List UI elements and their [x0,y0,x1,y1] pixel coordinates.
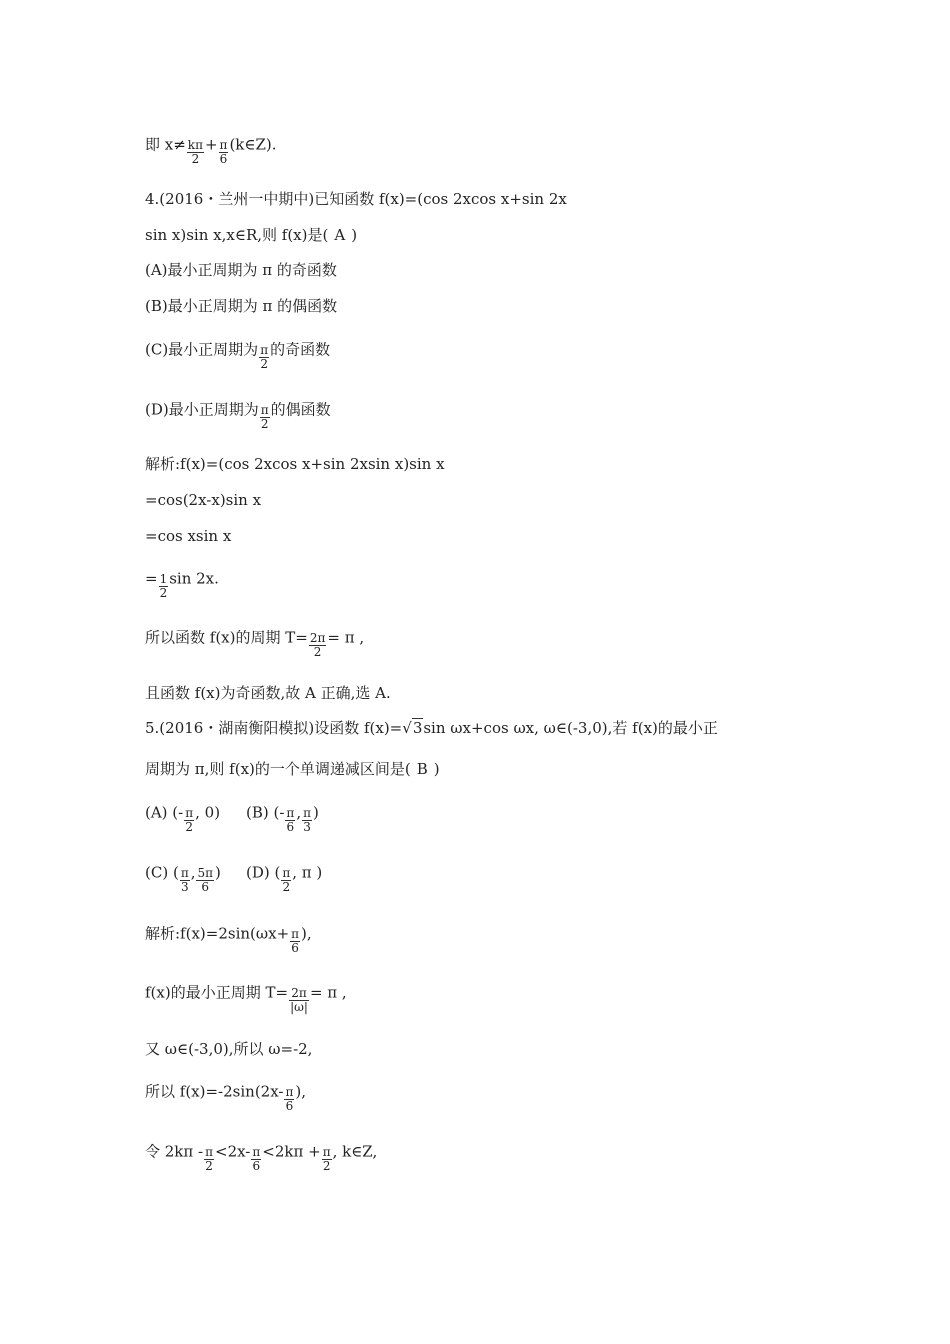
numerator: π [282,866,291,880]
question-5-option-d [246,860,323,894]
denominator: |ω| [290,1000,308,1014]
numerator: 5π [197,866,214,880]
denominator: 2 [322,1159,331,1173]
denominator: 6 [252,1159,261,1173]
text: + [204,135,218,154]
fraction [281,867,291,894]
text: (B) (- [246,803,285,822]
numerator: kπ [187,138,203,152]
text: 周期为 π,则 f(x)的一个单调递减区间是( [145,760,411,778]
denominator: 3 [303,820,311,834]
denominator: 2 [191,152,200,166]
fraction [302,807,312,834]
fraction [196,867,214,894]
text: ), [295,1082,306,1101]
text: 解析:f(x)=2sin(ωx+ [145,924,290,943]
fraction [219,139,229,166]
solution-5-line5 [145,1139,378,1173]
solution-4-line3: =cos xsin x [145,527,232,545]
fraction [251,1146,261,1173]
solution-5-line1 [145,921,312,955]
numerator: 2π [289,987,309,1001]
text: = π , [327,628,365,647]
question-5-option-a [145,800,221,834]
text: = [145,569,158,588]
fraction [260,404,270,431]
question-5-stem-line2 [145,759,440,779]
denominator: 6 [285,1099,294,1113]
square-root [402,718,423,738]
text: 所以 f(x)=-2sin(2x- [145,1082,284,1101]
text: sin ωx+cos ωx, ω∈(-3,0),若 f(x)的最小正 [423,719,718,737]
denominator: 6 [201,880,210,894]
text: (D) ( [246,863,281,882]
text: <2kπ + [262,1142,321,1161]
text: , [296,803,302,822]
text: = π , [309,983,347,1002]
solution-5-line2 [145,980,347,1014]
fraction [285,807,295,834]
text: sin x)sin x,x∈R,则 f(x)是( [145,226,329,244]
question-4-stem-line2 [145,225,357,245]
text: 的偶函数 [270,400,331,419]
question-4-option-a: (A)最小正周期为 π 的奇函数 [145,261,337,279]
numerator: π [252,1145,261,1159]
fraction [309,632,327,659]
numerator: π [303,806,311,820]
text: ), [301,924,312,943]
denominator: 2 [260,357,268,371]
text: <2x- [215,1142,251,1161]
numerator: 2π [309,631,326,645]
denominator: 6 [291,941,299,955]
fraction [259,344,269,371]
fraction [289,987,309,1014]
fraction [159,573,169,600]
numerator: π [260,403,269,417]
text: 即 x≠ [145,135,186,154]
denominator: 3 [180,880,189,894]
solution-4-line1: 解析:f(x)=(cos 2xcos x+sin 2xsin x)sin x [145,455,445,473]
question-5-stem-line1 [145,718,718,738]
numerator: π [291,927,300,941]
text: ) [312,803,319,822]
fraction [184,807,194,834]
denominator: 2 [260,417,269,431]
solution-5-line4 [145,1079,306,1113]
solution-4-line5 [145,625,365,659]
text: f(x)的最小正周期 T= [145,983,289,1002]
numerator: π [219,138,228,152]
text: (A) (- [145,803,184,822]
numerator: π [185,806,194,820]
question-4-option-d [145,397,331,431]
solution-4-line6: 且函数 f(x)为奇函数,故 A 正确,选 A. [145,684,391,702]
question-5-answer: B [416,760,428,778]
question-4-option-c [145,337,331,371]
text: (C)最小正周期为 [145,340,259,359]
solution-5-line3: 又 ω∈(-3,0),所以 ω=-2, [145,1040,313,1058]
radicand: 3 [412,719,423,737]
question-4-option-b: (B)最小正周期为 π 的偶函数 [145,297,338,315]
denominator: 2 [282,880,291,894]
text: (C) ( [145,863,179,882]
solution-4-line2: =cos(2x-x)sin x [145,491,262,509]
denominator: 6 [219,152,228,166]
text: sin 2x. [169,569,219,588]
denominator: 2 [185,820,193,834]
numerator: π [285,1085,294,1099]
solution-line-x-neq [145,132,277,166]
text: , 0) [195,803,221,822]
numerator: π [205,1145,213,1159]
text: (k∈Z). [229,135,277,154]
fraction [290,928,300,955]
text: 5.(2016・湖南衡阳模拟)设函数 f(x)= [145,719,403,737]
text: 所以函数 f(x)的周期 T= [145,628,308,647]
denominator: 2 [205,1159,213,1173]
question-4-stem-line1: 4.(2016・兰州一中期中)已知函数 f(x)=(cos 2xcos x+sin 2x [145,190,567,208]
numerator: π [180,866,189,880]
question-5-option-b [246,800,319,834]
fraction [187,139,204,166]
question-5-option-c [145,860,221,894]
text: , π ) [292,863,323,882]
fraction [284,1086,294,1113]
text: , k∈Z, [332,1142,378,1161]
radical-sign: √ [402,719,412,737]
numerator: π [322,1145,331,1159]
fraction [322,1146,332,1173]
numerator: 1 [159,572,168,586]
numerator: π [286,806,295,820]
denominator: 6 [286,820,295,834]
text: 的奇函数 [270,340,331,359]
denominator: 2 [313,645,322,659]
fraction [180,867,190,894]
question-4-answer: A [334,226,346,244]
solution-4-line4 [145,566,219,600]
text: 令 2kπ - [145,1142,204,1161]
fraction [204,1146,214,1173]
text: , [190,863,196,882]
text: (D)最小正周期为 [145,400,259,419]
text: ) [215,863,221,882]
numerator: π [260,343,269,357]
text: ) [351,226,358,244]
denominator: 2 [159,586,168,600]
text: ) [433,760,440,778]
